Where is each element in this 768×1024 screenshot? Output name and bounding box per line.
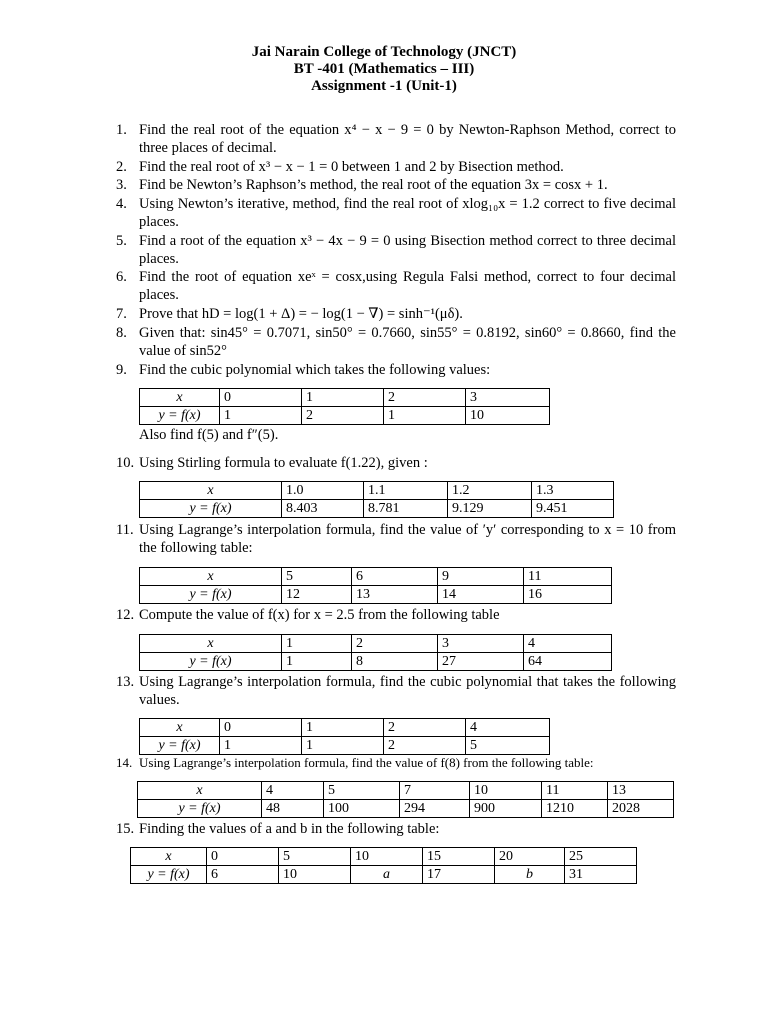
table-cell: 1 [302, 389, 384, 407]
table-cell: 11 [524, 568, 612, 586]
question-number: 4. [116, 196, 127, 212]
table-cell: 8.781 [364, 500, 448, 518]
x-label: x [140, 635, 282, 653]
table-cell: 9.451 [532, 500, 614, 518]
table-cell: 13 [352, 586, 438, 604]
table-cell: 900 [470, 800, 542, 818]
question-text: Prove that hD = log(1 + Δ) = − log(1 − ∇) = sinh⁻¹(μδ). [139, 306, 463, 322]
question-text: Using Lagrange’s interpolation formula, find the value of ′y′ corresponding to x = 10 from the following table: [139, 522, 676, 556]
table-row [140, 737, 550, 755]
table-cell: 11 [542, 782, 608, 800]
table-cell: 2 [352, 635, 438, 653]
question-text: Using Newton’s iterative, method, find the real root of xlog₁₀x = 1.2 correct to five decimal places. [139, 196, 676, 230]
table-cell: 0 [220, 719, 302, 737]
table-cell: 1 [302, 737, 384, 755]
table-cell: 5 [282, 568, 352, 586]
table-cell: 14 [438, 586, 524, 604]
question-text: Using Stirling formula to evaluate f(1.22), given : [139, 455, 428, 471]
table-cell: 31 [565, 866, 637, 884]
table-cell: 4 [262, 782, 324, 800]
question-number: 3. [116, 177, 127, 193]
question-number: 15. [116, 821, 135, 837]
table-cell: 1.0 [282, 482, 364, 500]
table-cell: 294 [400, 800, 470, 818]
question-number: 8. [116, 325, 127, 341]
table-row [140, 500, 614, 518]
table-cell: 0 [220, 389, 302, 407]
table-cell: 0 [207, 848, 279, 866]
table-row [140, 635, 612, 653]
table-row [140, 653, 612, 671]
table-cell: 12 [282, 586, 352, 604]
question-15 [116, 820, 676, 838]
question-text: Find the root of equation xeˣ = cosx,using Regula Falsi method, correct to four decimal places. [139, 269, 676, 303]
values-table-q15 [130, 847, 637, 884]
question-number: 1. [116, 122, 127, 138]
question-3 [116, 176, 676, 194]
question-text: Using Lagrange’s interpolation formula, find the cubic polynomial that takes the following values. [139, 674, 676, 708]
table-cell: 16 [524, 586, 612, 604]
table-cell-unknown-b: b [495, 866, 565, 884]
x-label: x [140, 568, 282, 586]
table-cell: 1.1 [364, 482, 448, 500]
college-name: Jai Narain College of Technology (JNCT) [251, 44, 517, 60]
table-row [140, 482, 614, 500]
question-number: 11. [116, 522, 134, 538]
question-13 [116, 673, 676, 709]
table-cell: 8 [352, 653, 438, 671]
question-4 [116, 195, 676, 231]
question-1 [116, 121, 676, 157]
table-cell: 1 [384, 407, 466, 425]
table-cell: 25 [565, 848, 637, 866]
y-label: y = f(x) [131, 866, 207, 884]
table-cell: 100 [324, 800, 400, 818]
question-2 [116, 158, 676, 176]
table-row [140, 568, 612, 586]
table-cell: 8.403 [282, 500, 364, 518]
x-label: x [138, 782, 262, 800]
values-table-q12 [139, 634, 612, 671]
question-number: 13. [116, 674, 135, 690]
question-number: 10. [116, 455, 135, 471]
table-cell: 5 [324, 782, 400, 800]
question-number: 14. [116, 755, 133, 770]
values-table-q14 [137, 781, 674, 818]
table-row [131, 866, 637, 884]
table-cell: 17 [423, 866, 495, 884]
y-label: y = f(x) [140, 500, 282, 518]
table-cell: 2028 [608, 800, 674, 818]
table-cell: 10 [470, 782, 542, 800]
y-label: y = f(x) [140, 653, 282, 671]
table-cell: 2 [384, 737, 466, 755]
values-table-q11 [139, 567, 612, 604]
table-cell: 5 [279, 848, 351, 866]
table-cell: 4 [524, 635, 612, 653]
question-text: Finding the values of a and b in the following table: [139, 821, 440, 837]
table-row [131, 848, 637, 866]
x-label: x [131, 848, 207, 866]
question-8 [116, 324, 676, 360]
assignment-title: Assignment -1 (Unit-1) [311, 78, 457, 94]
table-cell: 1 [220, 737, 302, 755]
table-cell: 1 [302, 719, 384, 737]
table-cell: 5 [466, 737, 550, 755]
values-table-q13 [139, 718, 550, 755]
table-cell: 3 [438, 635, 524, 653]
table-cell: 2 [302, 407, 384, 425]
q9-followup: Also find f(5) and f″(5). [139, 427, 279, 443]
question-text: Find the cubic polynomial which takes the following values: [139, 362, 491, 378]
table-cell: 27 [438, 653, 524, 671]
table-row [138, 782, 674, 800]
table-row [140, 719, 550, 737]
question-number: 6. [116, 269, 127, 285]
question-text: Find the real root of the equation x⁴ − x − 9 = 0 by Newton-Raphson Method, correct to three places of decimal. [139, 122, 676, 156]
table-cell: 9.129 [448, 500, 532, 518]
table-cell: 6 [207, 866, 279, 884]
table-cell: 10 [279, 866, 351, 884]
table-cell: 13 [608, 782, 674, 800]
question-6 [116, 268, 676, 304]
question-9 [116, 361, 676, 379]
table-cell: 1.3 [532, 482, 614, 500]
table-cell: 9 [438, 568, 524, 586]
question-number: 5. [116, 233, 127, 249]
values-table-q9 [139, 388, 550, 425]
table-cell: 2 [384, 389, 466, 407]
table-cell: 1 [220, 407, 302, 425]
table-cell: 6 [352, 568, 438, 586]
question-number: 12. [116, 607, 135, 623]
y-label: y = f(x) [140, 407, 220, 425]
y-label: y = f(x) [138, 800, 262, 818]
values-table-q10 [139, 481, 614, 518]
table-row [138, 800, 674, 818]
question-12 [116, 606, 676, 624]
table-cell: 48 [262, 800, 324, 818]
question-5 [116, 232, 676, 268]
table-cell: 1 [282, 635, 352, 653]
x-label: x [140, 719, 220, 737]
table-cell: 1210 [542, 800, 608, 818]
table-cell: 4 [466, 719, 550, 737]
question-text: Given that: sin45° = 0.7071, sin50° = 0.7660, sin55° = 0.8192, sin60° = 0.8660, find the value of sin52° [139, 325, 676, 359]
x-label: x [140, 389, 220, 407]
table-cell: 10 [351, 848, 423, 866]
table-row [140, 586, 612, 604]
question-text: Find be Newton’s Raphson’s method, the real root of the equation 3x = cosx + 1. [139, 177, 608, 193]
question-text: Find the real root of x³ − x − 1 = 0 between 1 and 2 by Bisection method. [139, 159, 564, 175]
question-number: 9. [116, 362, 127, 378]
table-cell: 2 [384, 719, 466, 737]
table-cell: 1.2 [448, 482, 532, 500]
table-cell: 10 [466, 407, 550, 425]
y-label: y = f(x) [140, 737, 220, 755]
question-number: 7. [116, 306, 127, 322]
question-number: 2. [116, 159, 127, 175]
table-cell: 64 [524, 653, 612, 671]
question-14 [116, 754, 676, 772]
table-cell: 20 [495, 848, 565, 866]
question-7 [116, 305, 676, 323]
table-row [140, 407, 550, 425]
question-11 [116, 521, 676, 557]
question-text: Using Lagrange’s interpolation formula, find the value of f(8) from the following table: [139, 755, 594, 770]
table-row [140, 389, 550, 407]
table-cell-unknown-a: a [351, 866, 423, 884]
question-text: Compute the value of f(x) for x = 2.5 from the following table [139, 607, 500, 623]
y-label: y = f(x) [140, 586, 282, 604]
question-10 [116, 454, 676, 472]
table-cell: 3 [466, 389, 550, 407]
course-code: BT -401 (Mathematics – III) [293, 61, 475, 77]
table-cell: 15 [423, 848, 495, 866]
table-cell: 1 [282, 653, 352, 671]
table-cell: 7 [400, 782, 470, 800]
x-label: x [140, 482, 282, 500]
question-text: Find a root of the equation x³ − 4x − 9 = 0 using Bisection method correct to three decimal places. [139, 233, 676, 267]
